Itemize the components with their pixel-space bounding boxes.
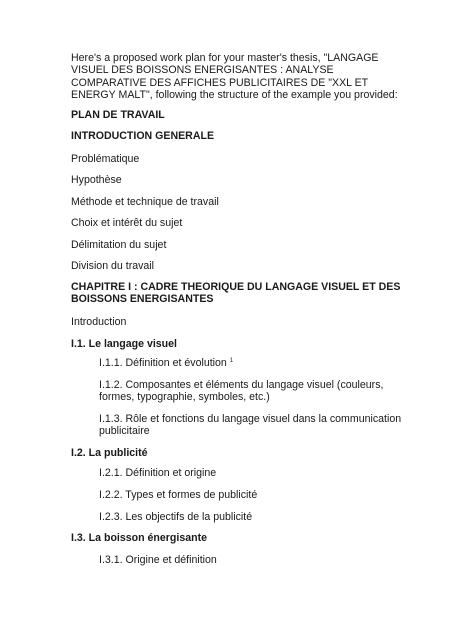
section-1-3-title: I.3. La boisson énergisante (71, 532, 207, 544)
subsection-1-2-3: I.2.3. Les objectifs de la publicité (99, 511, 253, 523)
intro-paragraph: Here's a proposed work plan for your master's thesis, "LANGAGE VISUEL DES BOISSONS ENERGISANTES : ANALYSE COMPARATIVE DES AFFICHES PUBLICITAIRES DE "XXL ET ENERGY MALT", following the structure of the example you provided: (71, 52, 398, 102)
subsection-1-1-3: I.1.3. Rôle et fonctions du langage visuel dans la communication publicitaire (99, 413, 402, 438)
chapter1-introduction: Introduction (71, 316, 127, 328)
section-1-2-title: I.2. La publicité (71, 447, 148, 459)
subsection-1-1-2: I.1.2. Composantes et éléments du langage visuel (couleurs, formes, typographie, symboles, etc.) (99, 379, 384, 404)
intro-item-methode: Méthode et technique de travail (71, 196, 219, 208)
subsection-1-2-2: I.2.2. Types et formes de publicité (99, 489, 258, 501)
intro-item-problematique: Problématique (71, 153, 140, 165)
section-1-1-title: I.1. Le langage visuel (71, 338, 177, 350)
subsection-1-2-1: I.2.1. Définition et origine (99, 467, 217, 479)
chapter1-heading: CHAPITRE I : CADRE THEORIQUE DU LANGAGE VISUEL ET DES BOISSONS ENERGISANTES (71, 281, 401, 306)
intro-item-choix: Choix et intérêt du sujet (71, 217, 183, 229)
intro-item-hypothese: Hypothèse (71, 174, 122, 186)
subsection-1-1-1 (99, 357, 411, 369)
subsection-1-1-1-text: I.1.1. Définition et évolution (99, 357, 227, 369)
subsection-1-3-1: I.3.1. Origine et définition (99, 554, 217, 566)
intro-item-delimitation: Délimitation du sujet (71, 239, 167, 251)
footnote-mark: 1 (229, 358, 234, 364)
intro-item-division: Division du travail (71, 260, 155, 272)
plan-heading: PLAN DE TRAVAIL (71, 109, 165, 121)
intro-general-heading: INTRODUCTION GENERALE (71, 130, 215, 142)
